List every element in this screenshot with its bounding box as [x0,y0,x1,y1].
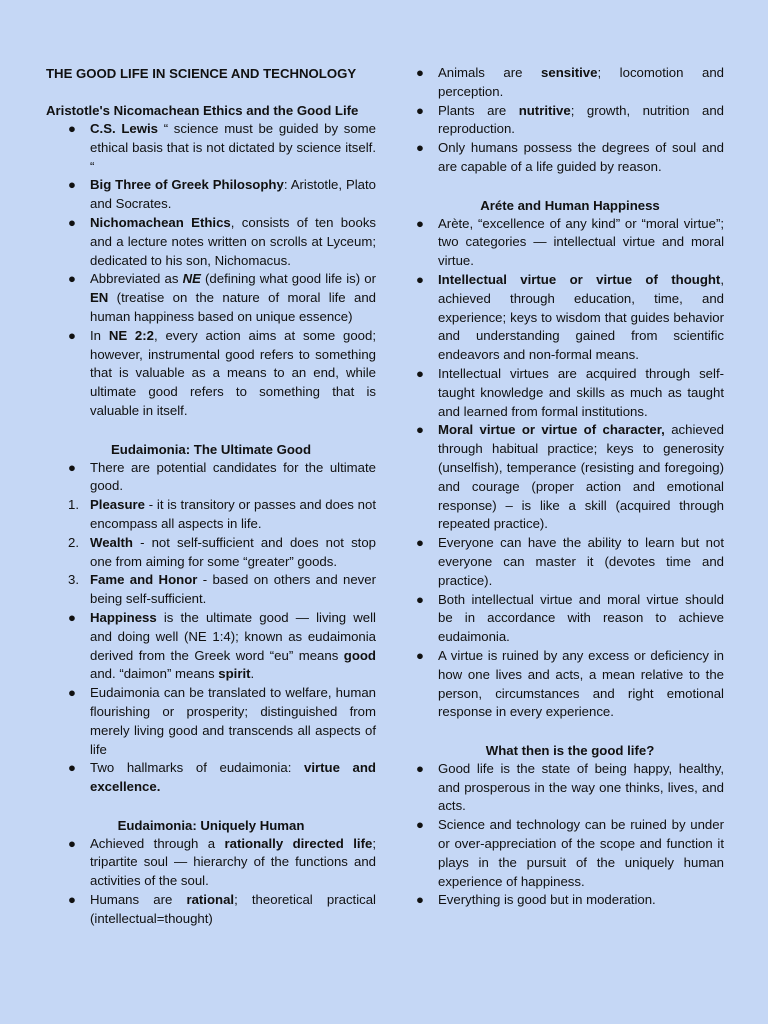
item-text: , consists of ten books and a lecture notes written on scrolls at Lyceum; dedicated to his son, Nichomacus. [90,214,377,268]
bold-text: Wealth [90,534,133,550]
item-text: Eudaimonia can be translated to welfare, human flourishing or prosperity; distinguished from merely living good and transcends all aspects of life [90,685,376,757]
item-text: - not self-sufficient and does not stop one from aiming for some “greater” goods. [90,534,376,569]
section-list [46,459,376,797]
item-text: There are potential candidates for the ultimate good. [90,459,376,494]
bullet-marker: ● [68,214,76,230]
list-item [416,534,724,590]
number-marker: 1. [68,497,79,513]
list-item [416,139,724,177]
bold-text: Big Three of Greek Philosophy [90,177,284,193]
number-marker: 3. [68,572,79,588]
bold-text: spirit [218,666,251,682]
bold-text: Intellectual virtue or virtue of thought [438,271,721,287]
item-text: Intellectual virtues are acquired through self-taught knowledge and skills as much as taught and learned from formal institutions. [438,365,724,419]
list-item [416,102,724,140]
item-text: Only humans possess the degrees of soul and are capable of a life guided by reason. [438,140,724,174]
bullet-marker: ● [68,760,76,776]
item-text: ; locomotion and perception. [438,65,724,99]
bullet-marker: ● [416,365,424,381]
item-text: Achieved through a [90,835,225,851]
list-item [46,176,376,214]
item-text: is the ultimate good — living well and doing well (NE 1:4); known as eudaimonia derived from the Greek word “eu” means [90,609,376,663]
bullet-marker: ● [68,271,76,287]
item-text: ; theoretical practical (intellectual=thought) [90,892,376,926]
item-text: Humans are [90,892,187,908]
left-sections [46,101,376,929]
section-heading-ar-te-and-human-happiness: Aréte and Human Happiness [480,197,660,213]
bullet-marker: ● [416,215,424,231]
item-text: In [90,327,109,343]
item-text: , every action aims at some good; however, instrumental good refers to something that is valuable as a means to an end, while ultimate good refers to something that is valuable in itself. [90,327,376,418]
section-heading-aristotle-s-nicomachean-ethics-and-the-good-life: Aristotle's Nicomachean Ethics and the Good Life [46,103,359,118]
item-text: A virtue is ruined by any excess or deficiency in how one lives and acts, a mean relative to the person, circumstances and right emotional response in every experience. [438,647,724,720]
right-column [416,64,724,910]
list-item [46,835,376,891]
bullet-marker: ● [68,459,76,475]
bold-text: virtue and excellence. [90,760,376,795]
list-item [46,270,376,326]
section-list [416,760,724,910]
section-heading-eudaimonia-the-ultimate-good: Eudaimonia: The Ultimate Good [110,441,312,457]
section-spacer [46,797,376,816]
item-text: and. “daimon” means [90,666,219,682]
bold-text: Nichomachean Ethics [90,214,231,230]
left-column [46,64,376,929]
bold-text: NE 2:2 [108,327,154,343]
bullet-marker: ● [416,140,424,156]
item-text: Two hallmarks of eudaimonia: [90,760,304,776]
list-item [416,816,724,891]
list-item [46,684,376,759]
list-item [46,534,376,572]
section-spacer [416,177,724,196]
item-text: (defining what good life is) or [200,271,376,287]
list-item [416,64,724,102]
bold-text: rationally directed life [224,835,373,851]
list-item [416,365,724,421]
bold-italic-text: NE [182,271,201,287]
item-text: Arète, “excellence of any kind” or “moral virtue”; two categories — intellectual virtue and moral virtue. [438,215,724,269]
list-item [46,120,376,176]
item-text: (treatise on the nature of moral life and human happiness based on unique essence) [90,290,376,324]
bullet-marker: ● [68,177,76,193]
list-item [46,609,376,684]
list-item [46,459,376,497]
right-sections [416,64,724,910]
bold-text: EN [90,290,109,306]
bullet-marker: ● [416,102,424,118]
bullet-marker: ● [68,327,76,343]
list-item [46,496,376,534]
bullet-marker: ● [68,609,76,625]
bullet-marker: ● [416,892,424,908]
bullet-marker: ● [68,835,76,851]
bullet-marker: ● [68,685,76,701]
bold-text: rational [186,892,235,908]
list-item [46,327,376,421]
bold-text: Moral virtue or virtue of character, [438,422,665,438]
bullet-marker: ● [416,647,424,663]
document-title: THE GOOD LIFE IN SCIENCE AND TECHNOLOGY [46,66,357,81]
section-list [46,835,376,929]
item-text: . [250,666,255,682]
list-item [416,591,724,647]
bullet-marker: ● [416,422,424,438]
item-text: - based on others and never being self-sufficient. [90,572,377,607]
list-item [416,271,724,365]
bold-text: C.S. Lewis [90,121,158,136]
bold-text: nutritive [518,102,571,118]
bullet-marker: ● [68,892,76,908]
bullet-marker: ● [416,760,424,776]
list-item [46,759,376,797]
bold-text: Fame and Honor [90,572,198,588]
list-item [416,421,724,534]
bullet-marker: ● [416,535,424,551]
item-text: Both intellectual virtue and moral virtue should be in accordance with reason to achieve eudaimonia. [438,591,724,645]
item-text: Good life is the state of being happy, healthy, and prosperous in the way one thinks, lives, and acts. [438,760,724,814]
list-item [46,214,376,270]
section-list [416,215,724,723]
item-text: : Aristotle, Plato and Socrates. [90,177,376,212]
list-item [416,647,724,722]
section-spacer [46,421,376,440]
bullet-marker: ● [416,817,424,833]
item-text: “ science must be guided by some ethical basis that is not dictated by science itself. “ [90,121,376,174]
bold-text: sensitive [541,65,598,80]
item-text: Science and technology can be ruined by under or over-appreciation of the scope and function it plays in the pursuit of the uniquely human experience of happiness. [438,817,724,889]
item-text: ; tripartite soul — hierarchy of the functions and activities of the soul. [90,835,376,889]
bullet-marker: ● [68,121,76,136]
list-item [46,571,376,609]
item-text: Everything is good but in moderation. [438,892,656,908]
bullet-marker: ● [416,271,424,287]
item-text: , achieved through education, time, and experience; keys to wisdom that guides behavior and understanding gained from scientific endeavors and non-formal means. [438,271,724,363]
item-text: achieved through habitual practice; keys to generosity (unselfish), temperance (resisting and foregoing) and courage (proper action and emotional response) – is like a skill (acquired through repeated practice). [438,422,724,532]
bold-text: good [343,647,376,663]
section-heading-eudaimonia-uniquely-human: Eudaimonia: Uniquely Human [117,817,305,833]
list-item [416,760,724,816]
section-spacer [416,722,724,741]
item-text: Abbreviated as [90,271,183,287]
item-text: Animals are [438,65,542,80]
list-item [46,891,376,929]
item-text: - it is transitory or passes and does not encompass all aspects in life. [90,497,376,531]
bold-text: Happiness [90,609,157,625]
section-list [416,64,724,177]
list-item [416,215,724,271]
item-text: Everyone can have the ability to learn but not everyone can master it (devotes time and practice). [438,535,724,588]
section-heading-what-then-is-the-good-life: What then is the good life? [485,742,655,758]
bullet-marker: ● [416,65,424,80]
section-list [46,120,376,421]
list-item [416,891,724,910]
number-marker: 2. [68,534,79,550]
bold-text: Pleasure [90,497,145,513]
item-text: Plants are [438,102,519,118]
item-text: ; growth, nutrition and reproduction. [438,102,724,137]
bullet-marker: ● [416,591,424,607]
